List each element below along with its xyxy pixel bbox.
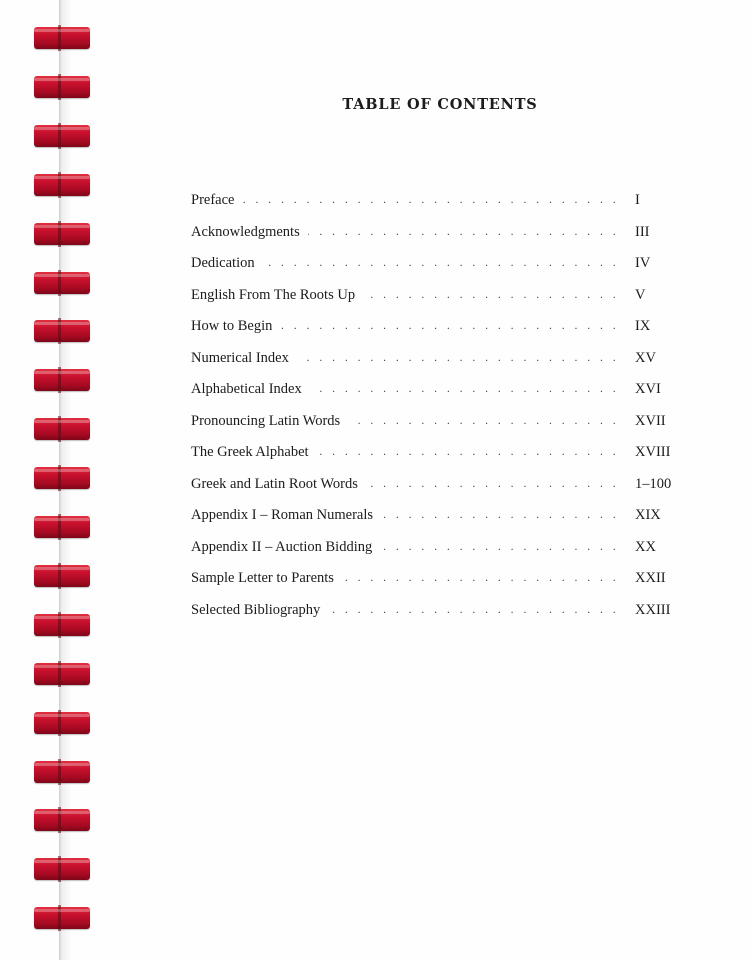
entry-title: How to Begin — [191, 318, 273, 334]
entry-page-number: 1–100 — [635, 475, 672, 492]
entry-page-number: XXII — [635, 570, 666, 586]
toc-entry-selected-bibliography — [191, 600, 681, 632]
toc-entry-alphabetical-index — [191, 379, 681, 411]
binding-coil — [34, 907, 90, 929]
binding-coil — [34, 418, 90, 440]
entry-title: Pronouncing Latin Words — [191, 412, 341, 429]
binding-coil — [34, 516, 90, 538]
toc-entry-acknowledgments — [191, 222, 681, 254]
dot-leader — [297, 348, 619, 368]
binding-coil — [34, 761, 90, 783]
toc-entry-dedication — [191, 253, 681, 285]
binding-coil — [34, 76, 90, 98]
dot-leader — [348, 411, 619, 431]
entry-page-number: XVI — [635, 381, 661, 397]
binding-coil — [34, 272, 90, 294]
entry-title: Appendix I – Roman Numerals — [191, 507, 374, 523]
entry-title: Dedication — [191, 255, 255, 271]
page-title: TABLE OF CONTENTS — [342, 96, 538, 113]
entry-page-number: XV — [635, 349, 656, 366]
dot-leader — [317, 442, 619, 462]
toc-entry-preface — [191, 190, 681, 222]
entry-title: The Greek Alphabet — [191, 444, 309, 460]
entry-page-number: XXIII — [635, 601, 671, 618]
binding-coil — [34, 809, 90, 831]
entry-title: Sample Letter to Parents — [191, 570, 334, 586]
entry-page-number: XVII — [635, 412, 666, 429]
toc-entry-appendix-i — [191, 505, 681, 537]
binding-coil — [34, 467, 90, 489]
entry-title: Alphabetical Index — [191, 381, 302, 397]
entry-title: Selected Bibliography — [191, 601, 321, 618]
entry-title: Preface — [191, 192, 235, 208]
entry-page-number: IX — [635, 318, 651, 334]
toc-entry-sample-letter-to-parents — [191, 568, 681, 600]
binding-coil — [34, 614, 90, 636]
entry-title: English From The Roots Up — [191, 286, 356, 303]
entry-title: Appendix II – Auction Bidding — [191, 538, 373, 555]
dot-leader — [242, 190, 619, 210]
entry-page-number: XIX — [635, 507, 661, 523]
dot-leader — [310, 379, 619, 399]
entry-page-number: V — [635, 286, 646, 303]
entry-title: Numerical Index — [191, 349, 289, 366]
dot-leader — [366, 474, 619, 494]
dot-leader — [381, 505, 619, 525]
binding-coil — [34, 565, 90, 587]
binding-coil — [34, 858, 90, 880]
dot-leader — [380, 537, 619, 557]
toc-list — [191, 190, 681, 631]
binding-coil — [34, 320, 90, 342]
toc-entry-the-greek-alphabet — [191, 442, 681, 474]
binding-coil — [34, 712, 90, 734]
entry-page-number: XVIII — [635, 444, 671, 460]
entry-page-number: I — [635, 192, 640, 208]
toc-entry-greek-and-latin-root-words — [191, 474, 681, 506]
dot-leader — [280, 316, 619, 336]
binding-coil — [34, 663, 90, 685]
entry-page-number: IV — [635, 255, 651, 271]
toc-entry-appendix-ii — [191, 537, 681, 569]
dot-leader — [363, 285, 619, 305]
binding-coil — [34, 223, 90, 245]
binding-coil — [34, 174, 90, 196]
dot-leader — [308, 222, 619, 242]
dot-leader — [263, 253, 619, 273]
toc-entry-pronouncing-latin-words — [191, 411, 681, 443]
binding-coil — [34, 27, 90, 49]
dot-leader — [342, 568, 619, 588]
dot-leader — [328, 600, 619, 620]
entry-page-number: III — [635, 223, 650, 240]
binding-coil — [34, 125, 90, 147]
entry-title: Greek and Latin Root Words — [191, 475, 358, 492]
binding-coil — [34, 369, 90, 391]
toc-entry-how-to-begin — [191, 316, 681, 348]
entry-page-number: XX — [635, 538, 656, 555]
entry-title: Acknowledgments — [191, 223, 300, 240]
toc-entry-english-from-the-roots-up — [191, 285, 681, 317]
toc-entry-numerical-index — [191, 348, 681, 380]
